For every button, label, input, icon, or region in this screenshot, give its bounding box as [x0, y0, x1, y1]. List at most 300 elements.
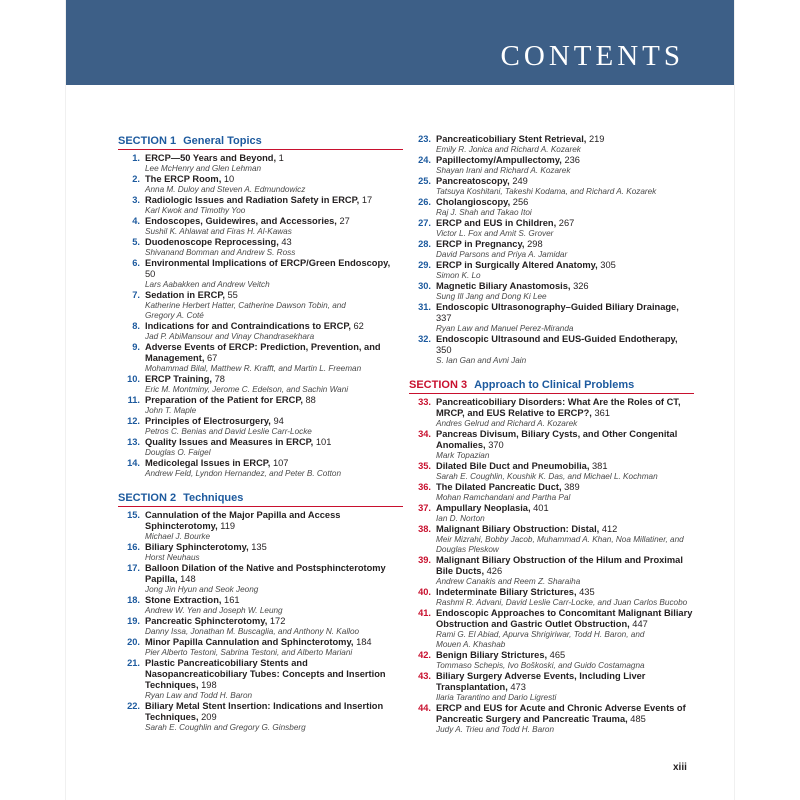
toc-entry [118, 701, 403, 733]
chapter-authors: Pier Alberto Testoni, Sabrina Testoni, and Alberto Mariani [145, 648, 353, 657]
chapter-title [145, 374, 403, 385]
chapter-page: 401 [533, 503, 549, 513]
chapter-title-text: ERCP and EUS for Acute and Chronic Adverse Events of Pancreatic Surgery and Pancreatic Trauma, [436, 703, 686, 724]
section-number: SECTION 3 [409, 379, 468, 391]
toc-entry-body [145, 290, 403, 321]
toc-entry-body [436, 482, 694, 503]
chapter-number: 41. [418, 608, 431, 618]
chapter-page: 62 [353, 321, 364, 331]
toc-entry-body [436, 176, 694, 197]
chapter-title-text: Biliary Surgery Adverse Events, Including Liver Transplantation, [436, 671, 646, 692]
chapter-title-text: Balloon Dilation of the Native and Postsphincterotomy Papilla, [145, 563, 386, 584]
chapter-number: 29. [418, 260, 431, 270]
chapter-number: 27. [418, 218, 431, 228]
chapter-authors: Victor L. Fox and Amit S. Grover [436, 229, 554, 238]
chapter-title [145, 616, 403, 627]
toc-entry-body [145, 437, 403, 458]
chapter-page: 198 [201, 680, 217, 690]
toc-entry [118, 616, 403, 637]
chapter-number: 33. [418, 397, 431, 407]
chapter-page: 267 [558, 218, 575, 228]
chapter-number: 30. [418, 281, 431, 291]
chapter-title-text: ERCP and EUS in Children, [436, 218, 559, 228]
chapter-title [436, 302, 694, 324]
toc-entry [409, 239, 694, 260]
chapter-authors: Shayan Irani and Richard A. Kozarek [436, 166, 571, 175]
toc-entry [118, 595, 403, 616]
toc-entry [409, 461, 694, 482]
chapter-page: 78 [214, 374, 225, 384]
chapter-page: 337 [436, 313, 452, 323]
chapter-title [436, 482, 694, 493]
chapter-authors: Gregory A. Coté [145, 311, 204, 320]
chapter-number: 28. [418, 239, 431, 249]
toc-entry-body [436, 650, 694, 671]
chapter-authors: Rami G. El Abiad, Apurva Shrigiriwar, Todd H. Baron, and [436, 630, 645, 639]
chapter-authors: Emily R. Jonica and Richard A. Kozarek [436, 145, 581, 154]
section-number: SECTION 1 [118, 135, 177, 147]
chapter-page: 370 [488, 440, 504, 450]
chapter-title-text: Magnetic Biliary Anastomosis, [436, 281, 574, 291]
chapter-title [436, 239, 694, 250]
chapter-title-text: Biliary Sphincterotomy, [145, 542, 252, 552]
chapter-number: 32. [418, 334, 431, 344]
chapter-title-text: Endoscopes, Guidewires, and Accessories, [145, 216, 340, 226]
chapter-page: 119 [220, 521, 236, 531]
chapter-number: 12. [127, 416, 140, 426]
chapter-title-text: Pancreatic Sphincterotomy, [145, 616, 270, 626]
toc-entry-body [436, 429, 694, 461]
toc-entry [409, 176, 694, 197]
toc-entry-body [436, 134, 694, 155]
chapter-number: 20. [127, 637, 140, 647]
chapter-page: 426 [486, 566, 503, 576]
chapter-title-text: Endoscopic Approaches to Concomitant Malignant Biliary Obstruction and Gastric Outlet Obstruction, [436, 608, 693, 629]
chapter-number: 2. [132, 174, 140, 184]
chapter-title-text: Papillectomy/Ampullectomy, [436, 155, 565, 165]
chapter-page: 236 [564, 155, 580, 165]
chapter-number: 31. [418, 302, 431, 312]
chapter-page: 50 [145, 269, 156, 279]
toc-entry [409, 524, 694, 555]
chapter-title-text: Indeterminate Biliary Strictures, [436, 587, 580, 597]
toc-entry-body [436, 461, 694, 482]
chapter-title [145, 637, 403, 648]
toc-entry [118, 458, 403, 479]
toc-entry-body [436, 239, 694, 260]
chapter-authors: Ryan Law and Manuel Perez-Miranda [436, 324, 574, 333]
chapter-title [145, 416, 403, 427]
chapter-authors: Rashmi R. Advani, David Leslie Carr-Locke, and Juan Carlos Bucobo [436, 598, 688, 607]
toc-entry-body [145, 374, 403, 395]
chapter-authors: Horst Neuhaus [145, 553, 200, 562]
toc-entry-body [145, 658, 403, 701]
toc-entry [118, 258, 403, 290]
toc-entry-body [145, 542, 403, 563]
chapter-title [145, 195, 403, 206]
chapter-authors: Shivanand Bomman and Andrew S. Ross [145, 248, 296, 257]
chapter-authors: Danny Issa, Jonathan M. Buscaglia, and Anthony N. Kalloo [145, 627, 360, 636]
chapter-title [436, 524, 694, 535]
toc-entry [409, 155, 694, 176]
toc-entry [409, 482, 694, 503]
chapter-number: 13. [127, 437, 140, 447]
chapter-title [436, 155, 694, 166]
toc-entry-body [145, 195, 403, 216]
chapter-title-text: Duodenoscope Reprocessing, [145, 237, 282, 247]
chapter-title [436, 281, 694, 292]
chapter-number: 34. [418, 429, 431, 439]
chapter-authors: Tommaso Schepis, Ivo Boškoski, and Guido Costamagna [436, 661, 645, 670]
toc-entry [409, 397, 694, 429]
toc-entry-body [145, 458, 403, 479]
chapter-title [436, 461, 694, 472]
toc-entry [118, 395, 403, 416]
toc-entry [118, 195, 403, 216]
chapter-number: 44. [418, 703, 431, 713]
toc-entry [118, 563, 403, 595]
toc-entry [118, 437, 403, 458]
chapter-authors: Douglas O. Faigel [145, 448, 211, 457]
toc-entry [409, 608, 694, 650]
toc-entry-body [436, 587, 694, 608]
chapter-title-text: ERCP in Pregnancy, [436, 239, 528, 249]
toc-entry-body [145, 174, 403, 195]
toc-column-right [409, 134, 694, 735]
chapter-title-text: Dilated Bile Duct and Pneumobilia, [436, 461, 593, 471]
toc-column-left [118, 134, 403, 733]
toc-entry [409, 503, 694, 524]
toc-entry-body [145, 395, 403, 416]
toc-entry-body [145, 321, 403, 342]
chapter-title [145, 510, 403, 532]
chapter-page: 88 [305, 395, 316, 405]
chapter-page: 249 [512, 176, 528, 186]
chapter-title-text: Malignant Biliary Obstruction of the Hilum and Proximal Bile Ducts, [436, 555, 683, 576]
chapter-authors: Michael J. Bourke [145, 532, 211, 541]
toc-entry [118, 174, 403, 195]
chapter-title-text: Adverse Events of ERCP: Prediction, Prevention, and Management, [145, 342, 381, 363]
chapter-number: 37. [418, 503, 431, 513]
toc-entry-body [145, 258, 403, 290]
chapter-title-text: Cannulation of the Major Papilla and Access Sphincterotomy, [145, 510, 341, 531]
chapter-title [436, 503, 694, 514]
chapter-number: 42. [418, 650, 431, 660]
chapter-number: 17. [127, 563, 140, 573]
chapter-page: 435 [579, 587, 595, 597]
chapter-number: 16. [127, 542, 140, 552]
toc-entry [409, 334, 694, 366]
chapter-title [436, 671, 694, 693]
toc-entry-body [436, 281, 694, 302]
chapter-title [436, 218, 694, 229]
chapter-authors: Eric M. Montminy, Jerome C. Edelson, and Sachin Wani [145, 385, 349, 394]
chapter-page: 107 [272, 458, 289, 468]
chapter-title-text: The Dilated Pancreatic Duct, [436, 482, 565, 492]
chapter-authors: Andrew Canakis and Reem Z. Sharaiha [436, 577, 581, 586]
header-banner [66, 0, 734, 85]
chapter-page: 161 [224, 595, 240, 605]
toc-entry-body [145, 637, 403, 658]
chapter-page: 184 [356, 637, 372, 647]
chapter-number: 10. [127, 374, 140, 384]
chapter-authors: Ryan Law and Todd H. Baron [145, 691, 253, 700]
chapter-title-text: Ampullary Neoplasia, [436, 503, 534, 513]
chapter-page: 256 [512, 197, 529, 207]
toc-entry-body [436, 197, 694, 218]
chapter-title-text: ERCP Training, [145, 374, 215, 384]
chapter-authors: Anna M. Duloy and Steven A. Edmundowicz [145, 185, 306, 194]
chapter-page: 326 [573, 281, 589, 291]
chapter-title [436, 429, 694, 451]
chapter-title-text: Endoscopic Ultrasonography–Guided Biliary Drainage, [436, 302, 679, 312]
chapter-authors: Lars Aabakken and Andrew Veitch [145, 280, 270, 289]
chapter-page: 389 [564, 482, 580, 492]
page-title: CONTENTS [500, 40, 684, 72]
chapter-authors: Judy A. Trieu and Todd H. Baron [436, 725, 555, 734]
chapter-title [145, 563, 403, 585]
toc-entry-body [145, 563, 403, 595]
chapter-title [145, 216, 403, 227]
toc-entry [409, 587, 694, 608]
toc-entry-body [145, 342, 403, 374]
chapter-title-text: Sedation in ERCP, [145, 290, 228, 300]
chapter-authors: Mohammad Bilal, Matthew R. Krafft, and Martin L. Freeman [145, 364, 362, 373]
toc-entry [409, 260, 694, 281]
page-number: xiii [673, 762, 687, 773]
chapter-number: 7. [132, 290, 140, 300]
chapter-authors: Andrew W. Yen and Joseph W. Leung [145, 606, 283, 615]
chapter-authors: Simon K. Lo [436, 271, 481, 280]
chapter-title [436, 176, 694, 187]
chapter-title-text: Stone Extraction, [145, 595, 225, 605]
chapter-title-text: Endoscopic Ultrasound and EUS-Guided Endotherapy, [436, 334, 678, 344]
chapter-page: 94 [273, 416, 284, 426]
toc-entry [409, 650, 694, 671]
chapter-number: 43. [418, 671, 431, 681]
toc-entry-body [145, 510, 403, 542]
chapter-title-text: ERCP—50 Years and Beyond, [145, 153, 279, 163]
toc-entry-body [436, 555, 694, 587]
toc-entry-body [145, 237, 403, 258]
toc-entry-body [436, 671, 694, 703]
chapter-title [436, 197, 694, 208]
chapter-page: 350 [436, 345, 452, 355]
chapter-title [436, 650, 694, 661]
toc-entry-body [436, 397, 694, 429]
chapter-page: 361 [594, 408, 610, 418]
chapter-authors: John T. Maple [145, 406, 197, 415]
chapter-title [145, 342, 403, 364]
chapter-title-text: Plastic Pancreaticobiliary Stents and Nasopancreaticobiliary Tubes: Concepts and Insertion Techniques, [145, 658, 386, 690]
chapter-number: 5. [132, 237, 140, 247]
chapter-title [145, 153, 403, 164]
chapter-page: 55 [227, 290, 238, 300]
chapter-title-text: ERCP in Surgically Altered Anatomy, [436, 260, 601, 270]
chapter-authors: Katherine Herbert Hatter, Catherine Dawson Tobin, and [145, 301, 346, 310]
toc-entry [409, 218, 694, 239]
toc-entry-body [436, 503, 694, 524]
chapter-authors: Andres Gelrud and Richard A. Kozarek [436, 419, 578, 428]
chapter-number: 8. [132, 321, 140, 331]
chapter-title [145, 395, 403, 406]
chapter-title [436, 134, 694, 145]
chapter-page: 101 [315, 437, 332, 447]
chapter-page: 485 [630, 714, 646, 724]
chapter-title-text: Preparation of the Patient for ERCP, [145, 395, 306, 405]
chapter-number: 25. [418, 176, 431, 186]
chapter-number: 1. [132, 153, 140, 163]
chapter-title [436, 587, 694, 598]
toc-entry [409, 671, 694, 703]
chapter-title-text: Pancreaticobiliary Disorders: What Are the Roles of CT, MRCP, and EUS Relative to ERCP?, [436, 397, 681, 418]
chapter-title-text: Minor Papilla Cannulation and Sphincterotomy, [145, 637, 357, 647]
chapter-authors: Tatsuya Koshitani, Takeshi Kodama, and Richard A. Kozarek [436, 187, 657, 196]
chapter-authors: Raj J. Shah and Takao Itoi [436, 208, 532, 217]
chapter-authors: Sarah E. Coughlin and Gregory G. Ginsberg [145, 723, 306, 732]
chapter-title-text: Radiologic Issues and Radiation Safety in ERCP, [145, 195, 362, 205]
toc-entry-body [145, 153, 403, 174]
chapter-page: 135 [251, 542, 267, 552]
chapter-page: 447 [632, 619, 648, 629]
chapter-page: 1 [278, 153, 284, 163]
chapter-title-text: Principles of Electrosurgery, [145, 416, 274, 426]
toc-entry [409, 281, 694, 302]
toc-entry [409, 703, 694, 735]
chapter-authors: Sushil K. Ahlawat and Firas H. Al-Kawas [145, 227, 292, 236]
chapter-title-text: Benign Biliary Strictures, [436, 650, 550, 660]
chapter-authors: Mark Topazian [436, 451, 490, 460]
chapter-number: 19. [127, 616, 140, 626]
chapter-authors: Sarah E. Coughlin, Koushik K. Das, and Michael L. Kochman [436, 472, 658, 481]
chapter-page: 465 [549, 650, 566, 660]
chapter-number: 38. [418, 524, 431, 534]
chapter-page: 10 [223, 174, 235, 184]
chapter-page: 17 [361, 195, 373, 205]
toc-entry [409, 429, 694, 461]
chapter-page: 305 [600, 260, 616, 270]
chapter-title [145, 458, 403, 469]
section-title: General Topics [183, 135, 262, 147]
chapter-title [145, 542, 403, 553]
chapter-authors: Jad P. AbiMansour and Vinay Chandrasekhara [145, 332, 315, 341]
chapter-authors: Meir Mizrahi, Bobby Jacob, Muhammad A. Khan, Noa Millatiner, and [436, 535, 684, 544]
toc-entry [118, 237, 403, 258]
chapter-page: 381 [592, 461, 608, 471]
toc-entry [118, 416, 403, 437]
toc-entry-body [145, 216, 403, 237]
chapter-title [145, 174, 403, 185]
toc-entry [409, 555, 694, 587]
chapter-number: 36. [418, 482, 431, 492]
chapter-number: 24. [418, 155, 431, 165]
toc-entry [118, 216, 403, 237]
toc-entry [409, 302, 694, 334]
toc-entry [118, 658, 403, 701]
section-number: SECTION 2 [118, 492, 177, 504]
chapter-title-text: Indications for and Contraindications to ERCP, [145, 321, 354, 331]
toc-entry-body [436, 155, 694, 176]
chapter-authors: S. Ian Gan and Avni Jain [436, 356, 527, 365]
chapter-number: 6. [132, 258, 140, 268]
toc-entry-body [436, 334, 694, 366]
chapter-title [145, 595, 403, 606]
chapter-authors: Ian D. Norton [436, 514, 485, 523]
chapter-title-text: Pancreatoscopy, [436, 176, 513, 186]
toc-entry-body [436, 703, 694, 735]
chapter-number: 26. [418, 197, 431, 207]
toc-entry [118, 290, 403, 321]
toc-entry [118, 153, 403, 174]
toc-entry-body [145, 616, 403, 637]
chapter-page: 298 [527, 239, 543, 249]
chapter-page: 43 [281, 237, 292, 247]
chapter-title [145, 658, 403, 691]
chapter-title [145, 290, 403, 301]
chapter-authors: Karl Kwok and Timothy Yoo [145, 206, 246, 215]
chapter-title-text: Biliary Metal Stent Insertion: Indications and Insertion Techniques, [145, 701, 384, 722]
chapter-authors: Ilaria Tarantino and Dario Ligresti [436, 693, 557, 702]
toc-entry-body [145, 701, 403, 733]
chapter-title [145, 258, 403, 280]
section-heading [118, 491, 403, 507]
chapter-authors: Jong Jin Hyun and Seok Jeong [145, 585, 259, 594]
chapter-number: 15. [127, 510, 140, 520]
section-heading [409, 378, 694, 394]
chapter-page: 209 [201, 712, 217, 722]
chapter-number: 14. [127, 458, 140, 468]
chapter-title-text: Medicolegal Issues in ERCP, [145, 458, 273, 468]
toc-entry-body [436, 260, 694, 281]
chapter-page: 148 [180, 574, 196, 584]
chapter-title [436, 555, 694, 577]
chapter-page: 412 [601, 524, 618, 534]
chapter-number: 9. [132, 342, 140, 352]
chapter-title-text: Quality Issues and Measures in ERCP, [145, 437, 316, 447]
chapter-title-text: Pancreas Divisum, Biliary Cysts, and Other Congenital Anomalies, [436, 429, 678, 450]
toc-entry [409, 134, 694, 155]
chapter-title [145, 701, 403, 723]
chapter-page: 67 [207, 353, 218, 363]
section-title: Techniques [183, 492, 244, 504]
section-heading [118, 134, 403, 150]
chapter-title [145, 237, 403, 248]
chapter-title [145, 321, 403, 332]
chapter-title [145, 437, 403, 448]
section-title: Approach to Clinical Problems [474, 379, 635, 391]
toc-entry [409, 197, 694, 218]
toc-entry-body [145, 416, 403, 437]
contents-page [66, 0, 734, 800]
chapter-title-text: Malignant Biliary Obstruction: Distal, [436, 524, 602, 534]
toc-entry [118, 321, 403, 342]
chapter-number: 22. [127, 701, 140, 711]
chapter-number: 4. [132, 216, 140, 226]
chapter-title [436, 703, 694, 725]
toc-entry-body [436, 302, 694, 334]
toc-entry [118, 342, 403, 374]
chapter-number: 35. [418, 461, 431, 471]
chapter-title-text: Cholangioscopy, [436, 197, 513, 207]
chapter-number: 11. [127, 395, 140, 405]
chapter-title-text: Pancreaticobiliary Stent Retrieval, [436, 134, 589, 144]
chapter-page: 172 [269, 616, 286, 626]
chapter-authors: Mohan Ramchandani and Partha Pal [436, 493, 571, 502]
toc-entry [118, 374, 403, 395]
toc-entry-body [436, 218, 694, 239]
toc-entry-body [436, 608, 694, 650]
chapter-title-text: The ERCP Room, [145, 174, 224, 184]
